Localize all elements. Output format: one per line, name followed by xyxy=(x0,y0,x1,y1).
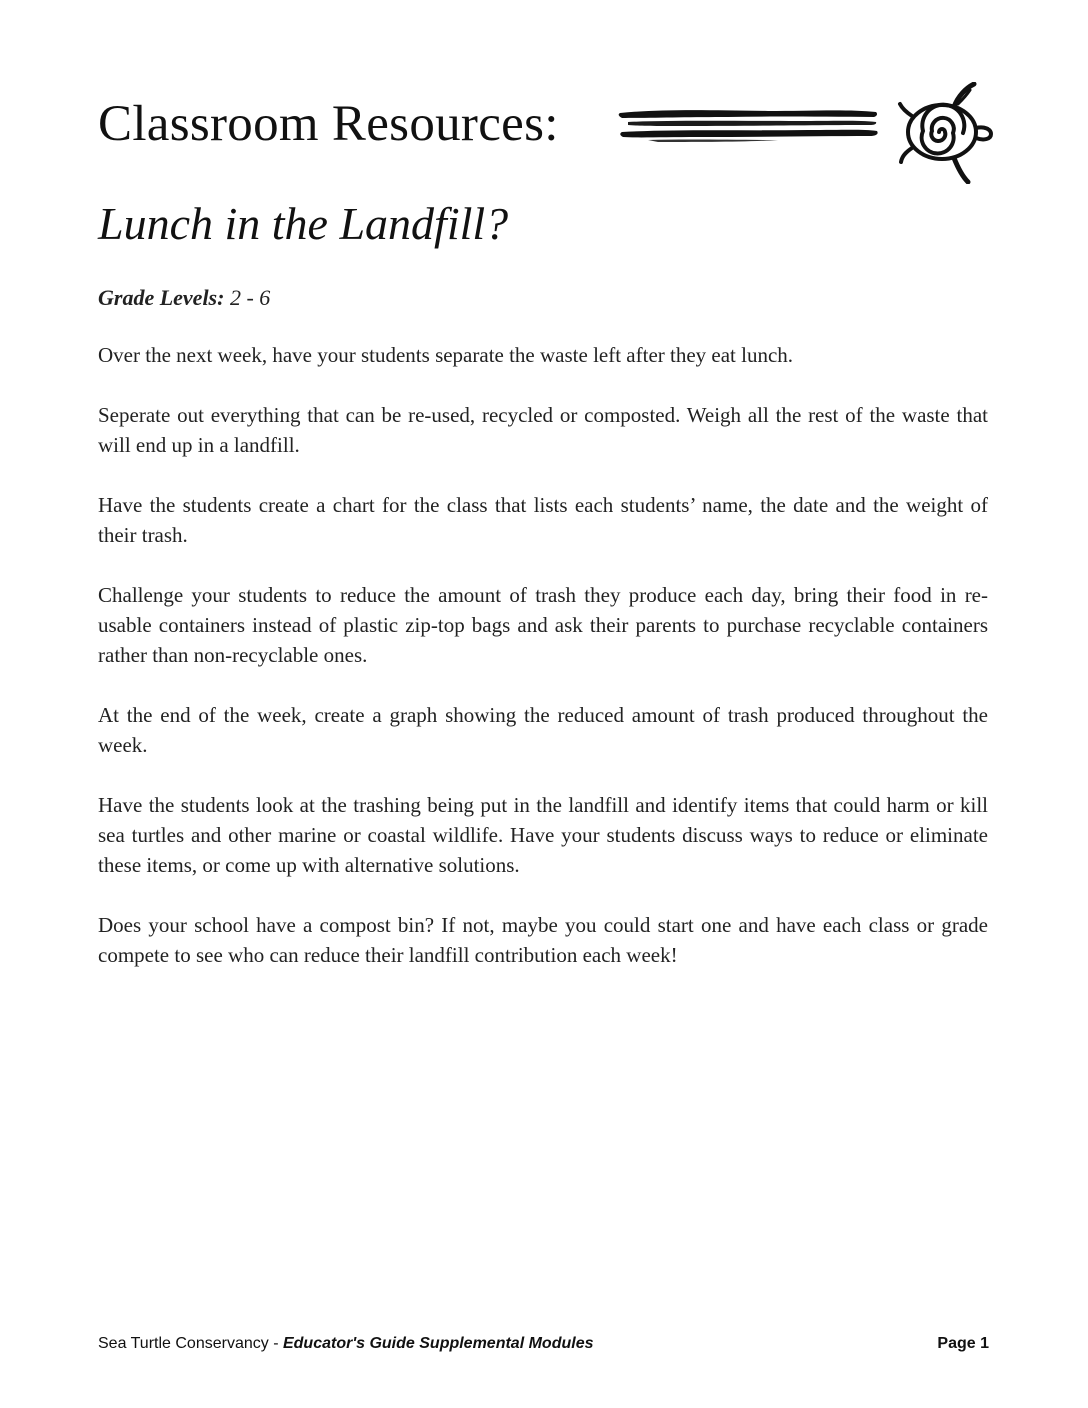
footer-org: Sea Turtle Conservancy - xyxy=(98,1335,283,1352)
paragraph: Over the next week, have your students separate the waste left after they eat lunch. xyxy=(98,343,794,367)
sea-turtle-icon xyxy=(896,82,996,184)
grade-levels xyxy=(98,284,270,312)
paragraph: Challenge your students to reduce the amount of trash they produce each day, bring their food in re-usable containers instead of plastic zip-top bags and ask their parents to purchase recyclable containers rather than non-recyclable ones. xyxy=(98,583,988,667)
lesson-body xyxy=(98,340,988,1000)
grade-levels-value: 2 - 6 xyxy=(229,285,271,310)
paragraph: Does your school have a compost bin? If not, maybe you could start one and have each class or grade compete to see who can reduce their landfill contribution each week! xyxy=(98,913,988,967)
paragraph: Seperate out everything that can be re-used, recycled or composted. Weigh all the rest of the waste that will end up in a landfill. xyxy=(98,403,988,457)
footer-source xyxy=(98,1333,593,1355)
paragraph: At the end of the week, create a graph showing the reduced amount of trash produced throughout the week. xyxy=(98,703,988,757)
lesson-title: Lunch in the Landfill? xyxy=(98,198,509,249)
brush-stroke-icon xyxy=(618,103,880,149)
paragraph: Have the students look at the trashing being put in the landfill and identify items that could harm or kill sea turtles and other marine or coastal wildlife. Have your students discuss ways to reduce or eliminate these items, or come up with alternative solutions. xyxy=(98,793,988,877)
page-number: Page 1 xyxy=(937,1335,989,1352)
grade-levels-label: Grade Levels: xyxy=(98,285,225,310)
paragraph: Have the students create a chart for the class that lists each students’ name, the date and the weight of their trash. xyxy=(98,493,988,547)
footer-guide-title: Educator's Guide Supplemental Modules xyxy=(282,1335,594,1352)
page-title: Classroom Resources: xyxy=(98,96,559,152)
